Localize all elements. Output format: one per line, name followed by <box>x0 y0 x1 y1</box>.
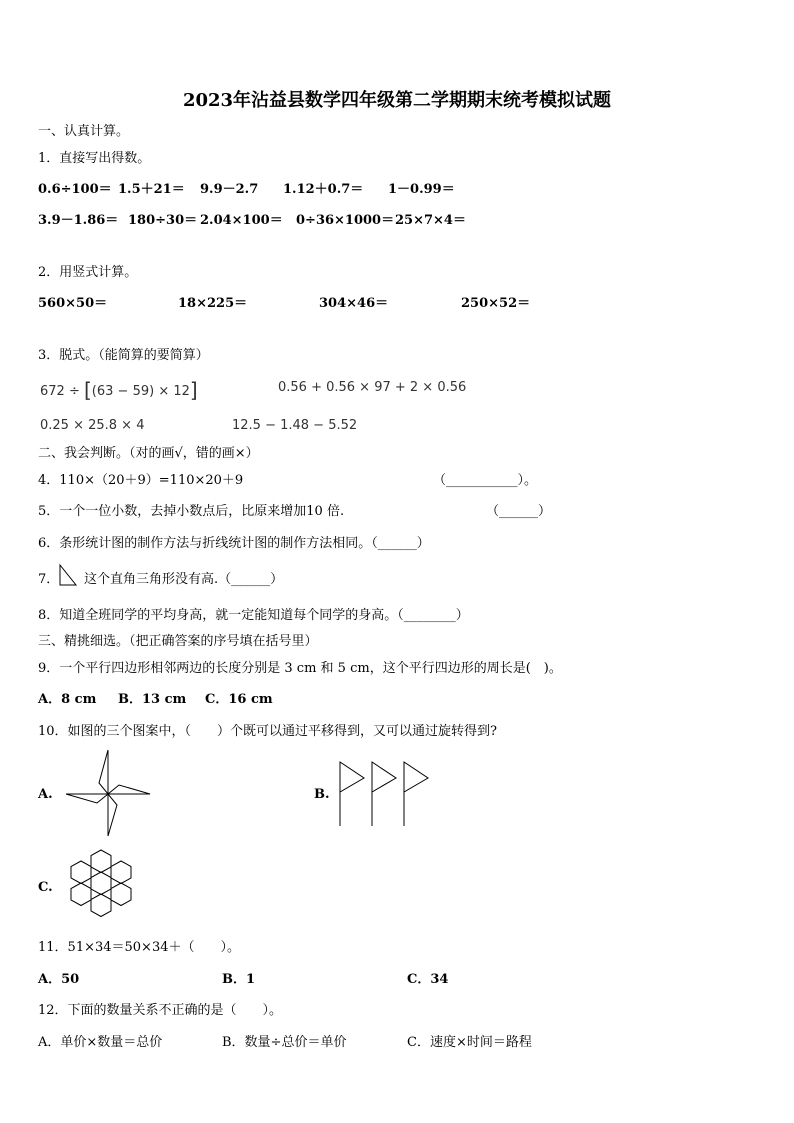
q3-expr-1-a: 672 ÷ <box>40 384 84 399</box>
q1-r1-c1: 0.6÷100＝ <box>38 182 112 197</box>
q12-text: 12．下面的数量关系不正确的是（ ）。 <box>38 1003 283 1018</box>
q3-expr-1: 672 ÷ [(63 − 59) × 12] <box>40 378 198 402</box>
q10-text: 10．如图的三个图案中，（ ）个既可以通过平移得到，又可以通过旋转得到? <box>38 724 498 739</box>
q10-option-a[interactable]: A. <box>38 787 53 802</box>
q3-expr-2: 0.56 + 0.56 × 97 + 2 × 0.56 <box>278 380 467 395</box>
hexagon-figure <box>62 846 140 928</box>
flags-figure <box>336 760 436 828</box>
q7-number: 7． <box>38 572 60 587</box>
q2-item-1: 560×50＝ <box>38 296 108 311</box>
q9-option-a[interactable]: A．8 cm <box>38 692 97 707</box>
q2-item-3: 304×46＝ <box>319 296 389 311</box>
q4-text: 4．110×（20＋9）=110×20＋9 <box>38 473 244 488</box>
page-title: 2023年沾益县数学四年级第二学期期末统考模拟试题 <box>182 90 612 111</box>
q1-r1-c3: 9.9－2.7 <box>200 182 259 197</box>
q6-text: 6．条形统计图的制作方法与折线统计图的制作方法相同。（______） <box>38 536 430 551</box>
section-2-heading: 二、我会判断。（对的画√，错的画×） <box>38 446 259 461</box>
q3-expr-3: 0.25 × 25.8 × 4 <box>40 418 145 433</box>
q7-text: 这个直角三角形没有高.（______） <box>84 572 284 587</box>
q12-option-c[interactable]: C．速度×时间＝路程 <box>407 1035 532 1050</box>
q1-r1-c4: 1.12＋0.7＝ <box>283 182 364 197</box>
q3-expr-1-b: (63 − 59) × 12 <box>91 384 190 399</box>
q1-r2-c5: 25×7×4＝ <box>395 213 466 228</box>
section-3-heading: 三、精挑细选。（把正确答案的序号填在括号里） <box>38 634 318 649</box>
q2-item-4: 250×52＝ <box>461 296 531 311</box>
right-triangle-figure <box>58 563 78 587</box>
q2-item-2: 18×225＝ <box>178 296 248 311</box>
q3-expr-4: 12.5 − 1.48 − 5.52 <box>232 418 358 433</box>
q5-blank[interactable]: （______） <box>486 504 552 519</box>
q10-option-b[interactable]: B. <box>314 787 330 802</box>
q9-text: 9．一个平行四边形相邻两边的长度分别是 3 cm 和 5 cm，这个平行四边形的周长是( )。 <box>38 661 562 676</box>
q1-r2-c3: 2.04×100＝ <box>200 213 283 228</box>
q4-blank[interactable]: （___________）。 <box>433 473 538 488</box>
q5-text: 5．一个一位小数，去掉小数点后，比原来增加10 倍. <box>38 504 345 519</box>
q11-option-a[interactable]: A．50 <box>38 972 80 987</box>
q1-r1-c2: 1.5＋21＝ <box>118 182 185 197</box>
q1-r2-c2: 180÷30＝ <box>128 213 198 228</box>
q1-label: 1．直接写出得数。 <box>38 151 151 166</box>
q11-text: 11．51×34＝50×34＋（ ）。 <box>38 940 240 955</box>
q3-label: 3．脱式。（能简算的要简算） <box>38 348 209 363</box>
q1-r2-c4: 0÷36×1000＝ <box>296 213 395 228</box>
q9-option-c[interactable]: C．16 cm <box>205 692 273 707</box>
q9-option-b[interactable]: B．13 cm <box>118 692 187 707</box>
q1-r1-c5: 1－0.99＝ <box>388 182 455 197</box>
q12-option-b[interactable]: B．数量÷总价＝单价 <box>222 1035 347 1050</box>
q2-label: 2．用竖式计算。 <box>38 265 138 280</box>
q1-r2-c1: 3.9－1.86＝ <box>38 213 119 228</box>
windmill-figure <box>62 748 154 840</box>
section-1-heading: 一、认真计算。 <box>38 124 130 139</box>
q10-option-c[interactable]: C. <box>38 880 53 895</box>
q11-option-b[interactable]: B．1 <box>222 972 256 987</box>
q11-option-c[interactable]: C．34 <box>407 972 449 987</box>
q12-option-a[interactable]: A．单价×数量＝总价 <box>38 1035 163 1050</box>
q8-text: 8．知道全班同学的平均身高，就一定能知道每个同学的身高。（________） <box>38 608 469 623</box>
